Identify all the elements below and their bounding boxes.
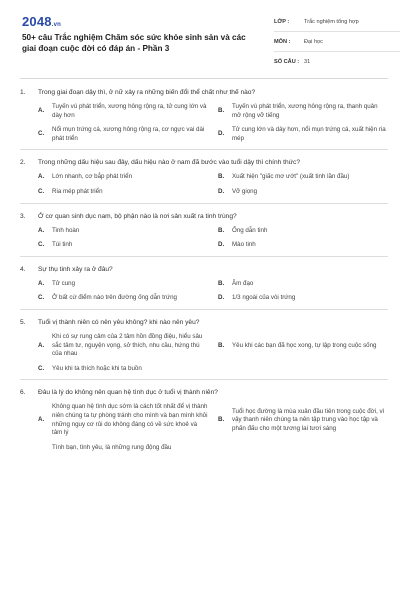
option-text: Tuyến vú phát triển, xương hông rộng ra, tử cung lớn và dày hơn	[52, 103, 207, 119]
option-letter: B.	[218, 279, 225, 287]
answer-option-a[interactable]	[38, 227, 208, 236]
answer-option-c[interactable]	[38, 365, 208, 374]
option-letter: D.	[218, 187, 225, 195]
answer-option-b[interactable]	[218, 280, 388, 289]
question-text: Ở cơ quan sinh dục nam, bộ phận nào là nơi sản xuất ra tinh trùng?	[38, 212, 237, 220]
answer-option-b[interactable]	[218, 173, 388, 182]
answer-options	[20, 280, 388, 303]
answer-option-c[interactable]	[38, 188, 208, 197]
meta-value: 31	[304, 58, 311, 65]
answer-option-d[interactable]	[218, 241, 388, 250]
question-number: 1.	[20, 89, 26, 96]
option-letter: C.	[38, 294, 45, 302]
question-stem	[20, 210, 388, 227]
option-letter: B.	[218, 173, 225, 181]
answer-options	[20, 403, 388, 452]
option-text: Vỡ giọng	[232, 187, 258, 195]
answer-options	[20, 333, 388, 373]
question-item	[20, 156, 388, 203]
option-text: Tuổi học đường là mùa xuân đầu tiên trong cuộc đời, vì vậy thanh niên chúng ta nên tập trung vào học tập và phấn đấu cho một tương lai tươi sáng	[232, 407, 385, 432]
option-text: Mào tinh	[232, 241, 256, 249]
question-item	[20, 386, 388, 458]
option-letter: B.	[218, 341, 225, 349]
question-stem	[20, 386, 388, 403]
question-number: 6.	[20, 389, 26, 397]
option-letter: D.	[218, 294, 225, 302]
question-text: Đâu là lý do không nên quan hệ tình dục ở tuổi vị thành niên?	[38, 389, 218, 397]
option-letter: A.	[38, 226, 45, 234]
answer-options	[20, 173, 388, 196]
option-text: Ria mép phát triển	[52, 187, 103, 195]
answer-option-a[interactable]	[38, 333, 208, 359]
meta-value: Trắc nghiệm tổng hợp	[304, 18, 359, 25]
option-text: Tuyến vú phát triển, xương hông rộng ra, thanh quản mở rộng vỡ tiếng	[232, 103, 378, 119]
option-letter: A.	[38, 279, 45, 287]
option-text: Âm đạo	[232, 279, 254, 287]
question-number: 2.	[20, 159, 26, 167]
page-title: 50+ câu Trắc nghiệm Chăm sóc sức khỏe sinh sản và các giai đoạn cuộc đời có đáp án - Phần 3	[22, 33, 246, 53]
option-letter: D.	[218, 241, 225, 249]
answer-option-a[interactable]	[38, 103, 208, 120]
question-number: 4.	[20, 265, 26, 273]
answer-option-a[interactable]	[38, 173, 208, 182]
option-letter: C.	[38, 241, 45, 249]
answer-option-a[interactable]	[38, 280, 208, 289]
option-text: Xuất hiện "giấc mơ ướt" (xuất tinh lần đầu)	[232, 173, 350, 181]
option-letter: C.	[38, 187, 45, 195]
question-text: Tuổi vị thành niên có nên yêu không? khi nào nên yêu?	[38, 318, 200, 326]
meta-key: LỚP :	[274, 18, 290, 25]
meta-row-count	[274, 52, 400, 71]
answer-option-b[interactable]	[218, 333, 388, 359]
logo-text: 2048	[22, 14, 52, 29]
answer-option-d[interactable]	[218, 188, 388, 197]
answer-option-a[interactable]	[38, 403, 208, 437]
question-stem	[20, 263, 388, 280]
option-letter: D.	[218, 130, 225, 138]
question-stem	[20, 86, 388, 103]
document-meta	[274, 12, 400, 71]
option-text: Ở bất cứ điểm nào trên đường ống dẫn trứng	[52, 294, 177, 302]
question-stem	[20, 156, 388, 173]
answer-option-d[interactable]	[218, 294, 388, 303]
meta-value: Đại học	[304, 38, 323, 45]
question-number: 3.	[20, 212, 26, 220]
option-text: Khi có sự rung cảm của 2 tâm hồn đồng điệu, hiểu sâu sắc tâm tư, nguyện vọng, sở thích, nhu cầu, hứng thú của nhau	[52, 332, 203, 358]
question-text: Trong những dấu hiệu sau đây, dấu hiệu nào ở nam đã bước vào tuổi dậy thì chính thức?	[38, 159, 300, 167]
question-text: Sự thụ tinh xảy ra ở đâu?	[38, 265, 113, 273]
option-letter: A.	[38, 341, 45, 349]
answer-option-b[interactable]	[218, 103, 388, 120]
option-text: Nổi mụn trứng cá, xương hông rộng ra, cơ ngực vai dài phát triển	[52, 126, 205, 142]
option-text: Lớn nhanh, cơ bắp phát triển	[52, 173, 133, 181]
answer-option-d[interactable]	[218, 126, 388, 143]
answer-option-c[interactable]	[38, 126, 208, 143]
question-item	[20, 210, 388, 257]
option-text: Tình bạn, tình yêu, là những rung động đầu	[52, 443, 172, 451]
option-text: Tử cung lớn và dày hơn, nổi mụn trứng cá, xuất hiện ria mép	[232, 126, 386, 142]
option-text: Không quan hệ tình dục sớm là cách tốt nhất để vị thành niên chúng ta tự phòng tránh cho mình và bạn mình khỏi những nguy cơ rủi do không đáng có về sức khoẻ và tâm lý	[52, 403, 208, 437]
answer-option-c[interactable]	[38, 241, 208, 250]
meta-row-subject	[274, 32, 400, 52]
answer-options	[20, 103, 388, 143]
answer-option-b[interactable]	[218, 227, 388, 236]
meta-key: MÔN :	[274, 38, 291, 45]
option-text: Túi tinh	[52, 241, 73, 249]
meta-row-class	[274, 12, 400, 32]
option-letter: A.	[38, 416, 45, 424]
option-text: Ống dẫn tinh	[232, 226, 268, 234]
option-text: Yêu khi các bạn đã học xong, tự lập trong cuộc sống	[232, 341, 377, 349]
answer-options	[20, 227, 388, 250]
logo-suffix: .vn	[51, 22, 62, 28]
option-letter: C.	[38, 130, 45, 138]
document-header	[20, 0, 388, 79]
meta-key: SỐ CÂU :	[274, 58, 300, 65]
answer-option-c[interactable]	[38, 444, 208, 453]
option-letter: B.	[218, 226, 225, 234]
question-item	[20, 316, 388, 380]
option-letter: B.	[218, 416, 225, 424]
option-text: Tinh hoàn	[52, 226, 80, 234]
question-stem	[20, 316, 388, 333]
option-letter: B.	[218, 107, 225, 115]
option-letter: A.	[38, 173, 45, 181]
option-text: Yêu khi ta thích hoặc khi ta buồn	[52, 364, 142, 372]
question-item	[20, 263, 388, 310]
question-text: Trong giai đoạn dậy thì, ở nữ xảy ra những biến đổi thể chất như thế nào?	[38, 89, 256, 96]
option-text: 1/3 ngoài của vòi trứng	[232, 294, 296, 302]
question-item	[20, 86, 388, 150]
question-number: 5.	[20, 318, 26, 326]
question-list	[20, 79, 388, 458]
option-text: Tử cung	[52, 279, 76, 287]
option-letter: C.	[38, 364, 45, 372]
answer-option-c[interactable]	[38, 294, 208, 303]
option-letter: A.	[38, 107, 45, 115]
site-logo[interactable]	[22, 14, 61, 29]
answer-option-b[interactable]	[218, 403, 388, 437]
